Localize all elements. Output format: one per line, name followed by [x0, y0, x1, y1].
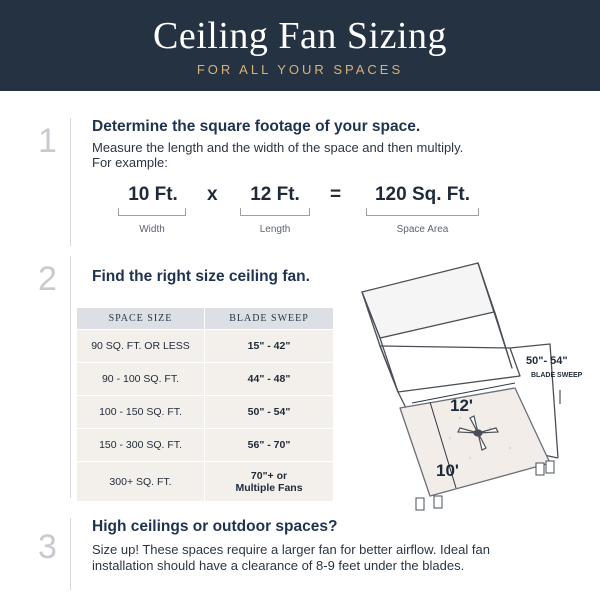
step-2-heading: Find the right size ceiling fan. — [92, 268, 310, 285]
step-1-number: 1 — [38, 122, 57, 160]
blade-sweep-cell: 56" - 70" — [205, 429, 334, 462]
step-2-number: 2 — [38, 260, 57, 298]
table-row — [77, 429, 334, 462]
area-value: 120 Sq. Ft. — [374, 184, 471, 205]
step-3-divider — [70, 518, 71, 590]
table-header-row — [77, 308, 334, 330]
fan-sizing-table — [76, 307, 334, 502]
table-row — [77, 330, 334, 363]
room-floor — [400, 388, 550, 496]
sweep-value-label: 50"- 54" — [526, 355, 568, 367]
width-bracket — [118, 208, 186, 216]
blade-sweep-cell — [205, 462, 334, 502]
length-bracket — [240, 208, 310, 216]
room-diagram — [350, 258, 590, 520]
table-header-blade-sweep: BLADE SWEEP — [205, 308, 334, 330]
step-1-divider — [70, 118, 71, 246]
page-subtitle: FOR ALL YOUR SPACES — [196, 62, 404, 77]
step-1-heading: Determine the square footage of your space. — [92, 118, 421, 135]
blade-sweep-line1: 70"+ or — [250, 469, 288, 482]
step-3-text-line1: Size up! These spaces require a larger fan for better airflow. Ideal fan — [92, 542, 490, 557]
space-size-cell: 90 SQ. FT. OR LESS — [77, 330, 205, 363]
step-1-text-line2: For example: — [92, 155, 168, 170]
space-size-cell: 300+ SQ. FT. — [77, 462, 205, 502]
table-row — [77, 396, 334, 429]
equals-sign: = — [330, 184, 342, 205]
back-wall — [478, 263, 512, 368]
width-value: 10 Ft. — [128, 184, 178, 205]
blade-sweep-cell: 15" - 42" — [205, 330, 334, 363]
times-sign: x — [207, 184, 218, 205]
table-row — [77, 363, 334, 396]
step-3-heading: High ceilings or outdoor spaces? — [92, 518, 338, 535]
space-size-cell: 90 - 100 SQ. FT. — [77, 363, 205, 396]
area-label: Space Area — [396, 224, 449, 235]
space-size-cell: 100 - 150 SQ. FT. — [77, 396, 205, 429]
table-row — [77, 462, 334, 502]
width-label: Width — [139, 224, 165, 235]
step-3-text-line2: installation should have a clearance of 8-9 feet under the blades. — [92, 558, 465, 573]
step-1-text-line1: Measure the length and the width of the space and then multiply. — [92, 140, 464, 155]
table-header-space-size: SPACE SIZE — [77, 308, 205, 330]
length-value: 12 Ft. — [250, 184, 300, 205]
step-2-divider — [70, 256, 71, 498]
room-top-outline — [362, 263, 494, 338]
step-3-number: 3 — [38, 528, 57, 566]
blade-sweep-cell: 50" - 54" — [205, 396, 334, 429]
length-label: Length — [259, 224, 291, 235]
length-dim-label: 12' — [450, 396, 473, 415]
header-banner — [0, 0, 600, 91]
width-dim-label: 10' — [436, 461, 459, 480]
sweep-caption-label: BLADE SWEEP — [531, 372, 583, 379]
wall-ledge — [380, 346, 520, 392]
blade-sweep-cell: 44" - 48" — [205, 363, 334, 396]
blade-sweep-line2: Multiple Fans — [235, 481, 303, 494]
page-title: Ceiling Fan Sizing — [153, 15, 447, 57]
area-bracket — [366, 208, 479, 216]
space-size-cell: 150 - 300 SQ. FT. — [77, 429, 205, 462]
